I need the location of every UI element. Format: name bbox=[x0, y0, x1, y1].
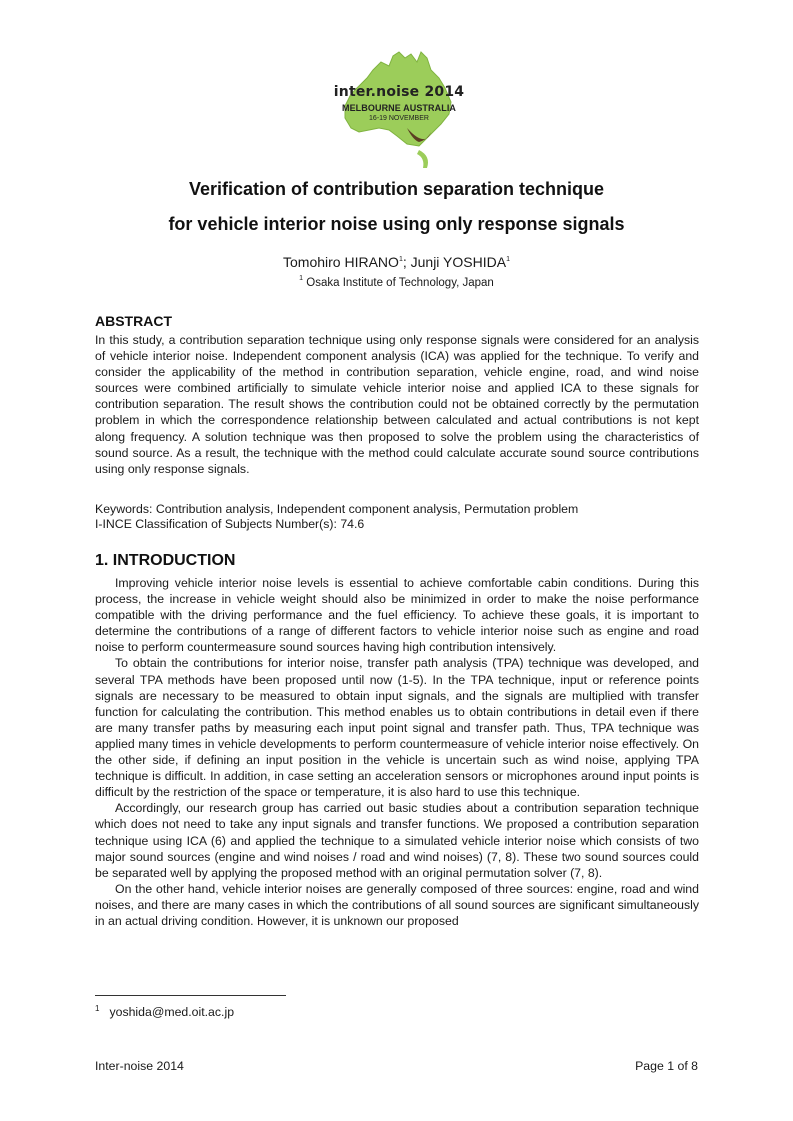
footer-page-number: Page 1 of 8 bbox=[635, 1059, 698, 1073]
abstract-text: In this study, a contribution separation technique using only response signals were considered for an analysis of vehicle interior noise. Independent component analysis (ICA) was applied for the technique. To verify and consider the applicability of the method in contribution separation, vehicle engine, road, and wind noise sources were combined artificially to simulate vehicle interior noise and applied ICA to these signals for contribution separation. The result shows the contribution could not be obtained correctly by the permutation problem in which the correspondence relationship between calculated and actual contributions is not kept along frequency. A solution technique was then proposed to solve the problem using the characteristics of sound source. As a result, the technique with the method could calculate accurate sound source contributions using only response signals. bbox=[95, 333, 699, 476]
footnote-email[interactable]: yoshida@med.oit.ac.jp bbox=[109, 1005, 235, 1019]
paragraph: To obtain the contributions for interior noise, transfer path analysis (TPA) technique was developed, and several TPA methods have been proposed until now (1-5). In the TPA technique, input or reference points signals are necessary to be measured to obtain input signals, and the signals are multiplied with transfer function for calculating the contribution. This method enables us to obtain contributions in detail even if there are many transfer paths by measuring each input point signal and transfer path. Thus, TPA technique was applied many times in vehicle developments to perform countermeasure of vehicle interior noise effectively. On the other side, if defining an input position in the vehicle is uncertain such as wind noise, applying TPA technique is difficult. In addition, in case setting an acceleration sensors or microphones around input points is difficult by the restriction of the space or temperature, it is also hard to use this technique. bbox=[95, 656, 699, 800]
footer-conference: Inter-noise 2014 bbox=[95, 1059, 184, 1073]
affiliation-text: Osaka Institute of Technology, Japan bbox=[306, 277, 494, 289]
paragraph: Improving vehicle interior noise levels is essential to achieve comfortable cabin conditions. During this process, the increase in vehicle weight should also be minimized in order to make the noise performance compatible with the driving performance and the fuel efficiency. To achieve these goals, it is important to determine the contributions of a range of different factors to vehicle interior noise such as engine and road noise to perform countermeasure sound sources having high contribution intensively. bbox=[95, 576, 699, 655]
paragraph: On the other hand, vehicle interior noises are generally composed of three sources: engine, road and wind noises, and there are many cases in which the contributions of all sound sources are significant simultaneously in an actual driving condition. However, it is unknown our proposed bbox=[95, 881, 699, 928]
keywords-block bbox=[95, 502, 699, 531]
logo-dates: 16-19 NOVEMBER bbox=[369, 115, 429, 122]
section-heading: 1. INTRODUCTION bbox=[95, 552, 236, 569]
footnote-marker: 1 bbox=[95, 1004, 100, 1013]
author-list bbox=[0, 254, 793, 270]
logo-location: MELBOURNE AUSTRALIA bbox=[341, 103, 457, 113]
abstract-heading: ABSTRACT bbox=[95, 313, 172, 329]
keywords-line: Keywords: Contribution analysis, Independent component analysis, Permutation problem bbox=[95, 502, 579, 516]
conference-logo bbox=[333, 48, 465, 168]
footnote-divider bbox=[95, 995, 286, 996]
author-name: Tomohiro HIRANO bbox=[283, 254, 399, 270]
introduction-body bbox=[95, 575, 699, 929]
classification-line: I-INCE Classification of Subjects Number(s): 74.6 bbox=[95, 516, 365, 531]
footnote bbox=[95, 1005, 234, 1019]
affiliation-marker: 1 bbox=[398, 256, 403, 263]
author-name: Junji YOSHIDA bbox=[410, 254, 507, 270]
logo-conference-name: inter.noise 2014 bbox=[333, 84, 465, 100]
affiliation-marker: 1 bbox=[299, 275, 304, 282]
paper-title-line-2: for vehicle interior noise using only response signals bbox=[168, 214, 625, 234]
paragraph: Accordingly, our research group has carried out basic studies about a contribution separation technique which does not need to take any input signals and transfer functions. We proposed a contribution separation technique using ICA (6) and applied the technique to a simulated vehicle interior noise which consists of two major sound sources (engine and wind noises / road and wind noises) (7, 8). These two sound sources could be separated well by applying the proposed method with an original permutation solver (7, 8). bbox=[95, 801, 699, 880]
affiliation-marker: 1 bbox=[506, 256, 510, 263]
paper-title-line-1: Verification of contribution separation technique bbox=[188, 179, 605, 199]
affiliation bbox=[0, 277, 793, 289]
author-separator: ; bbox=[402, 254, 411, 270]
